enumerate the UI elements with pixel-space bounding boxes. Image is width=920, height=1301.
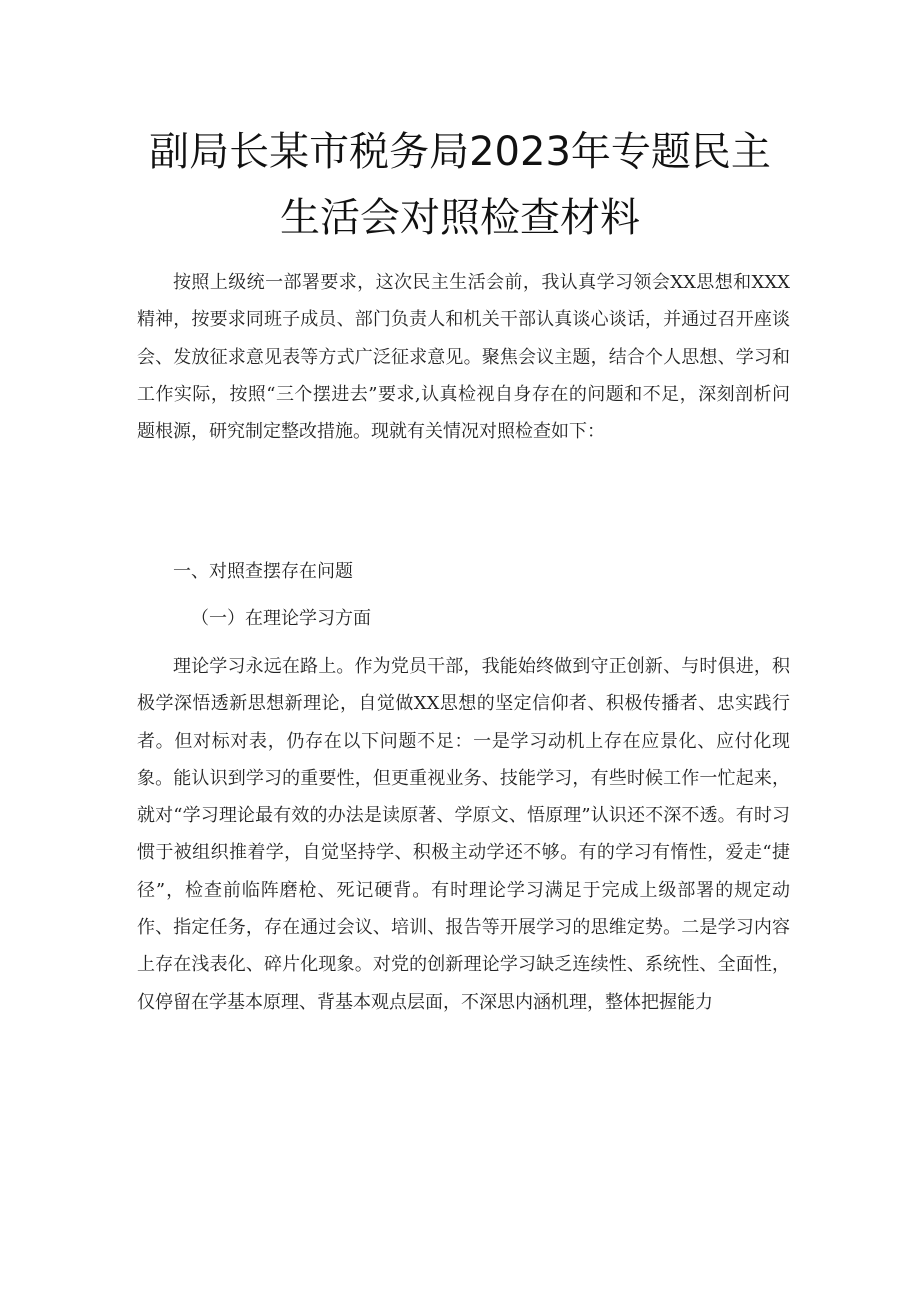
subsection-heading-block <box>137 600 790 637</box>
subsection-heading: （一）在理论学习方面 <box>191 608 371 629</box>
section-heading: 一、对照查摆存在问题 <box>173 561 353 582</box>
document-title-line-1: 副局长某市税务局2023年专题民主 <box>149 129 771 175</box>
document-body <box>137 264 790 450</box>
theory-paragraph: 理论学习永远在路上。作为党员干部，我能始终做到守正创新、与时俱进，积极学深悟透新思想新理论，自觉做XX思想的坚定信仰者、积极传播者、忠实践行者。但对标对表，仍存在以下问题不足：一是学习动机上存在应景化、应付化现象。能认识到学习的重要性，但更重视业务、技能学习，有些时候工作一忙起来，就对“学习理论最有效的办法是读原著、学原文、悟原理”认识还不深不透。有时习惯于被组织推着学，自觉坚持学、积极主动学还不够。有的学习有惰性，爱走“捷径”，检查前临阵磨枪、死记硬背。有时理论学习满足于完成上级部署的规定动作、指定任务，存在通过会议、培训、报告等开展学习的思维定势。二是学习内容上存在浅表化、碎片化现象。对党的创新理论学习缺乏连续性、系统性、全面性，仅停留在学基本原理、背基本观点层面，不深思内涵机理，整体把握能力 <box>137 656 790 1013</box>
section-heading-block <box>137 553 790 590</box>
document-title-line-2: 生活会对照检查材料 <box>280 195 640 241</box>
theory-block <box>137 648 790 1021</box>
intro-paragraph: 按照上级统一部署要求，这次民主生活会前，我认真学习领会XX思想和XXX精神，按要求同班子成员、部门负责人和机关干部认真谈心谈话，并通过召开座谈会、发放征求意见表等方式广泛征求意见。聚焦会议主题，结合个人思想、学习和工作实际，按照“三个摆进去”要求,认真检视自身存在的问题和不足，深刻剖析问题根源，研究制定整改措施。现就有关情况对照检查如下： <box>137 272 790 443</box>
